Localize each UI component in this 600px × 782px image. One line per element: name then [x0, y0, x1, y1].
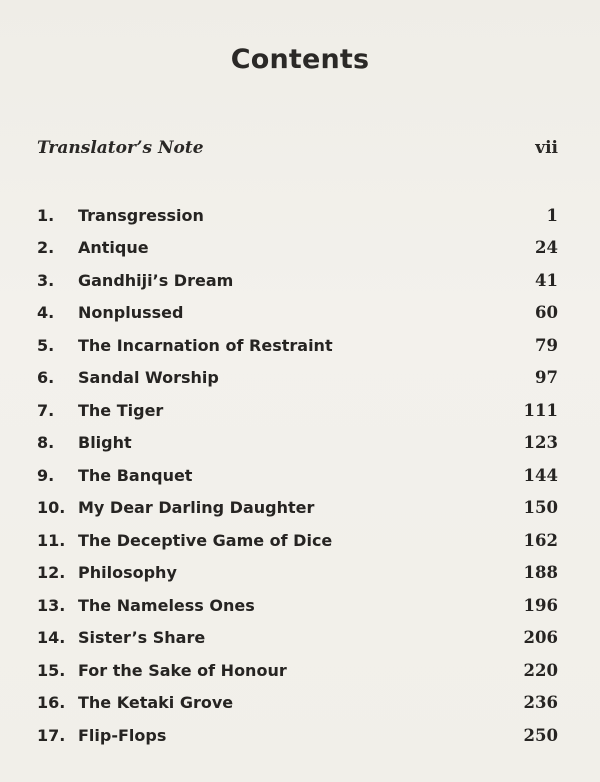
toc-entry-number: 12. [37, 563, 66, 583]
toc-entry-number: 2. [37, 238, 55, 258]
toc-entry-page: 188 [523, 563, 558, 583]
toc-entry-number: 16. [37, 693, 66, 713]
toc-entry-title: Antique [78, 238, 149, 258]
toc-entry-title: The Tiger [78, 400, 164, 420]
toc-entry-title: Nonplussed [78, 303, 184, 323]
toc-entry-number: 7. [37, 400, 55, 420]
toc-entry-title: Gandhiji’s Dream [78, 270, 234, 290]
toc-entry-number: 13. [37, 595, 66, 615]
toc-entry [37, 687, 558, 720]
toc-entry-page: 162 [523, 530, 558, 550]
toc-entry-page: 250 [523, 725, 558, 745]
toc-entry [37, 654, 558, 687]
translators-note-row [37, 136, 558, 160]
toc-entry-number: 9. [37, 465, 55, 485]
toc-entry-number: 5. [37, 335, 55, 355]
toc-entry [37, 394, 558, 427]
toc-entry-page: 150 [523, 498, 558, 518]
toc-entry [37, 264, 558, 297]
toc-entry [37, 622, 558, 655]
toc-entry-page: 60 [535, 303, 558, 323]
toc-entry [37, 557, 558, 590]
toc-entry-number: 10. [37, 498, 66, 518]
toc-entry-page: 236 [523, 693, 558, 713]
toc-entry-page: 1 [546, 205, 558, 225]
toc-entry-page: 220 [523, 660, 558, 680]
toc-entry-number: 8. [37, 433, 55, 453]
toc-entry-page: 206 [523, 628, 558, 648]
toc-entry [37, 297, 558, 330]
toc-entry [37, 589, 558, 622]
table-of-contents [37, 199, 558, 752]
toc-entry-page: 144 [523, 465, 558, 485]
translators-note-page: vii [535, 138, 558, 158]
toc-entry-title: For the Sake of Honour [78, 660, 287, 680]
toc-entry-title: My Dear Darling Daughter [78, 498, 315, 518]
toc-entry [37, 719, 558, 752]
toc-entry-title: Blight [78, 433, 132, 453]
page-title: Contents [230, 44, 370, 75]
toc-entry-title: Sister’s Share [78, 628, 206, 648]
toc-entry-title: The Incarnation of Restraint [78, 335, 333, 355]
toc-entry [37, 362, 558, 395]
toc-entry-title: Flip-Flops [78, 725, 167, 745]
toc-entry-title: Sandal Worship [78, 368, 219, 388]
toc-entry-page: 41 [535, 270, 558, 290]
toc-entry [37, 232, 558, 265]
toc-entry-page: 111 [523, 400, 558, 420]
toc-entry-title: The Banquet [78, 465, 193, 485]
toc-entry-title: The Deceptive Game of Dice [78, 530, 333, 550]
toc-entry-number: 11. [37, 530, 66, 550]
toc-entry [37, 459, 558, 492]
toc-entry-number: 4. [37, 303, 55, 323]
toc-entry [37, 199, 558, 232]
toc-entry-number: 17. [37, 725, 66, 745]
toc-entry [37, 492, 558, 525]
toc-entry-page: 79 [535, 335, 558, 355]
toc-entry-page: 97 [535, 368, 558, 388]
toc-entry [37, 524, 558, 557]
toc-entry [37, 329, 558, 362]
toc-entry-page: 123 [523, 433, 558, 453]
translators-note-label: Translator’s Note [37, 138, 204, 158]
toc-entry-number: 1. [37, 205, 55, 225]
toc-entry-number: 14. [37, 628, 66, 648]
toc-entry-number: 15. [37, 660, 66, 680]
toc-entry-title: Transgression [78, 205, 204, 225]
toc-entry-title: The Ketaki Grove [78, 693, 234, 713]
toc-entry-number: 3. [37, 270, 55, 290]
toc-entry-title: Philosophy [78, 563, 177, 583]
toc-entry-page: 24 [535, 238, 558, 258]
toc-entry-number: 6. [37, 368, 55, 388]
toc-entry-page: 196 [523, 595, 558, 615]
toc-entry-title: The Nameless Ones [78, 595, 255, 615]
toc-entry [37, 427, 558, 460]
